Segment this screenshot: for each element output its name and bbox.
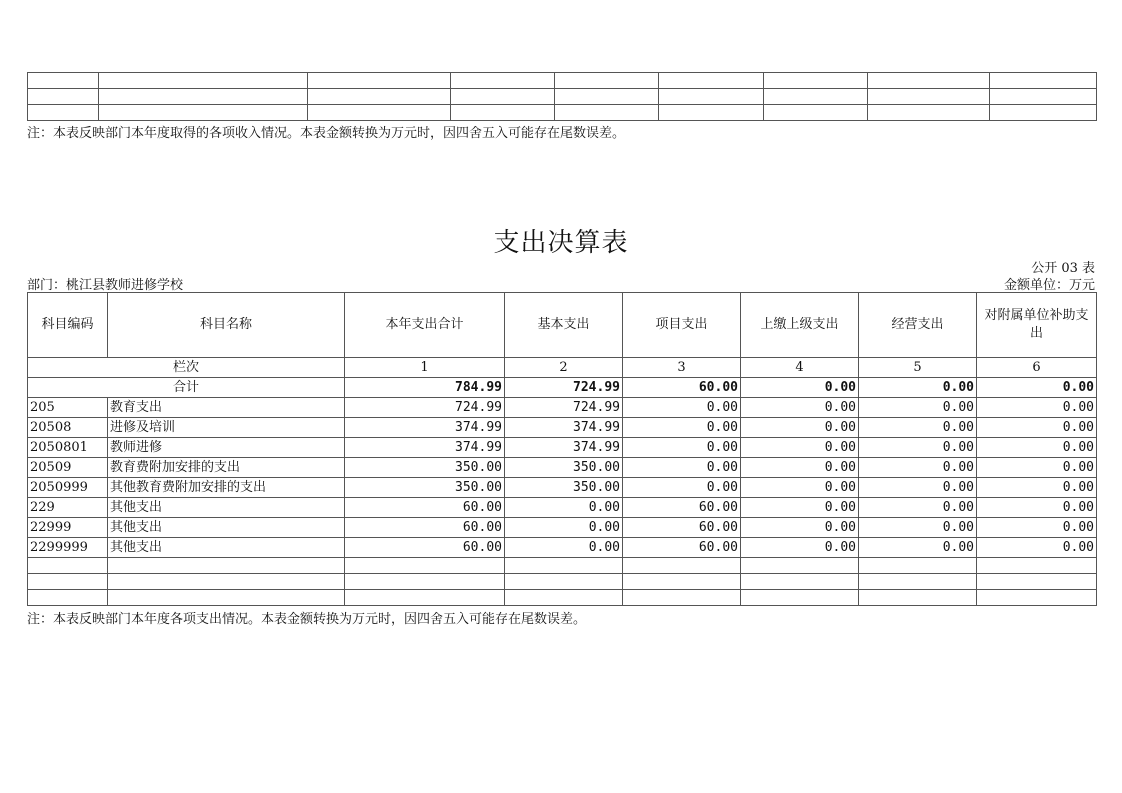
- empty-row: [28, 89, 1097, 105]
- row-value: 0.00: [977, 478, 1097, 498]
- page-title: 支出决算表: [493, 228, 629, 258]
- row-value: 0.00: [977, 458, 1097, 478]
- row-code: 205: [28, 398, 108, 418]
- table-row: [28, 458, 1097, 478]
- empty-row: [28, 574, 1097, 590]
- row-name: 教育支出: [108, 398, 345, 418]
- row-value: 0.00: [623, 418, 741, 438]
- table-row: [28, 438, 1097, 458]
- header-total: 本年支出合计: [345, 293, 505, 358]
- row-name: 其他教育费附加安排的支出: [108, 478, 345, 498]
- row-value: 0.00: [505, 498, 623, 518]
- total-row: [28, 378, 1097, 398]
- column-index-3: 3: [623, 358, 741, 378]
- row-value: 724.99: [505, 398, 623, 418]
- column-index-row: [28, 358, 1097, 378]
- row-code: 20509: [28, 458, 108, 478]
- row-name: 其他支出: [108, 538, 345, 558]
- row-value: 374.99: [505, 418, 623, 438]
- row-name: 教师进修: [108, 438, 345, 458]
- row-value: 60.00: [345, 538, 505, 558]
- header-upper: 上缴上级支出: [741, 293, 859, 358]
- row-value: 0.00: [977, 538, 1097, 558]
- row-value: 0.00: [741, 518, 859, 538]
- form-number: 公开 03 表: [1031, 261, 1095, 276]
- table-row: [28, 498, 1097, 518]
- table-row: [28, 418, 1097, 438]
- empty-row: [28, 105, 1097, 121]
- row-value: 0.00: [623, 478, 741, 498]
- table-row: [28, 538, 1097, 558]
- row-code: 2050801: [28, 438, 108, 458]
- column-index-label: 栏次: [28, 358, 345, 378]
- row-value: 0.00: [741, 478, 859, 498]
- table-row: [28, 518, 1097, 538]
- header-code: 科目编码: [28, 293, 108, 358]
- row-value: 724.99: [345, 398, 505, 418]
- row-value: 0.00: [623, 398, 741, 418]
- total-value: 0.00: [859, 378, 977, 398]
- table-row: [28, 398, 1097, 418]
- row-value: 60.00: [345, 518, 505, 538]
- row-value: 0.00: [859, 478, 977, 498]
- row-value: 374.99: [345, 418, 505, 438]
- header-row: [28, 293, 1097, 358]
- row-value: 0.00: [859, 398, 977, 418]
- row-value: 0.00: [741, 438, 859, 458]
- row-value: 0.00: [977, 398, 1097, 418]
- row-value: 0.00: [859, 438, 977, 458]
- row-value: 0.00: [623, 458, 741, 478]
- row-code: 20508: [28, 418, 108, 438]
- row-value: 0.00: [977, 418, 1097, 438]
- row-value: 0.00: [505, 538, 623, 558]
- total-value: 724.99: [505, 378, 623, 398]
- expenditure-table-note: 注：本表反映部门本年度各项支出情况。本表金额转换为万元时，因四舍五入可能存在尾数误差。: [27, 612, 587, 627]
- row-value: 60.00: [623, 518, 741, 538]
- row-value: 0.00: [859, 538, 977, 558]
- row-value: 0.00: [623, 438, 741, 458]
- total-value: 0.00: [977, 378, 1097, 398]
- column-index-4: 4: [741, 358, 859, 378]
- row-value: 0.00: [977, 438, 1097, 458]
- empty-row: [28, 590, 1097, 606]
- row-value: 0.00: [505, 518, 623, 538]
- empty-row: [28, 558, 1097, 574]
- row-value: 60.00: [623, 538, 741, 558]
- row-value: 0.00: [859, 518, 977, 538]
- row-value: 0.00: [741, 398, 859, 418]
- header-basic: 基本支出: [505, 293, 623, 358]
- column-index-1: 1: [345, 358, 505, 378]
- department-label: 部门：桃江县教师进修学校: [27, 278, 184, 293]
- row-code: 2050999: [28, 478, 108, 498]
- row-value: 0.00: [977, 518, 1097, 538]
- row-value: 0.00: [741, 458, 859, 478]
- total-value: 784.99: [345, 378, 505, 398]
- row-name: 其他支出: [108, 498, 345, 518]
- header-subsidiary: 对附属单位补助支出: [977, 293, 1097, 358]
- row-value: 350.00: [505, 478, 623, 498]
- expenditure-table: [27, 292, 1097, 606]
- row-value: 0.00: [859, 498, 977, 518]
- row-value: 0.00: [741, 538, 859, 558]
- header-business: 经营支出: [859, 293, 977, 358]
- row-value: 350.00: [345, 478, 505, 498]
- header-name: 科目名称: [108, 293, 345, 358]
- row-value: 350.00: [505, 458, 623, 478]
- income-table-note: 注：本表反映部门本年度取得的各项收入情况。本表金额转换为万元时，因四舍五入可能存在尾数误差。: [27, 126, 626, 141]
- row-value: 0.00: [741, 418, 859, 438]
- header-project: 项目支出: [623, 293, 741, 358]
- column-index-5: 5: [859, 358, 977, 378]
- row-code: 229: [28, 498, 108, 518]
- row-code: 2299999: [28, 538, 108, 558]
- row-value: 0.00: [859, 458, 977, 478]
- row-code: 22999: [28, 518, 108, 538]
- previous-table-fragment: [27, 72, 1097, 121]
- row-name: 其他支出: [108, 518, 345, 538]
- row-value: 60.00: [345, 498, 505, 518]
- row-name: 教育费附加安排的支出: [108, 458, 345, 478]
- empty-row: [28, 73, 1097, 89]
- total-label: 合计: [28, 378, 345, 398]
- column-index-2: 2: [505, 358, 623, 378]
- row-value: 0.00: [741, 498, 859, 518]
- column-index-6: 6: [977, 358, 1097, 378]
- row-value: 60.00: [623, 498, 741, 518]
- row-value: 374.99: [505, 438, 623, 458]
- row-value: 350.00: [345, 458, 505, 478]
- total-value: 60.00: [623, 378, 741, 398]
- table-row: [28, 478, 1097, 498]
- row-value: 0.00: [859, 418, 977, 438]
- row-name: 进修及培训: [108, 418, 345, 438]
- row-value: 374.99: [345, 438, 505, 458]
- row-value: 0.00: [977, 498, 1097, 518]
- unit-label: 金额单位：万元: [1003, 278, 1095, 293]
- total-value: 0.00: [741, 378, 859, 398]
